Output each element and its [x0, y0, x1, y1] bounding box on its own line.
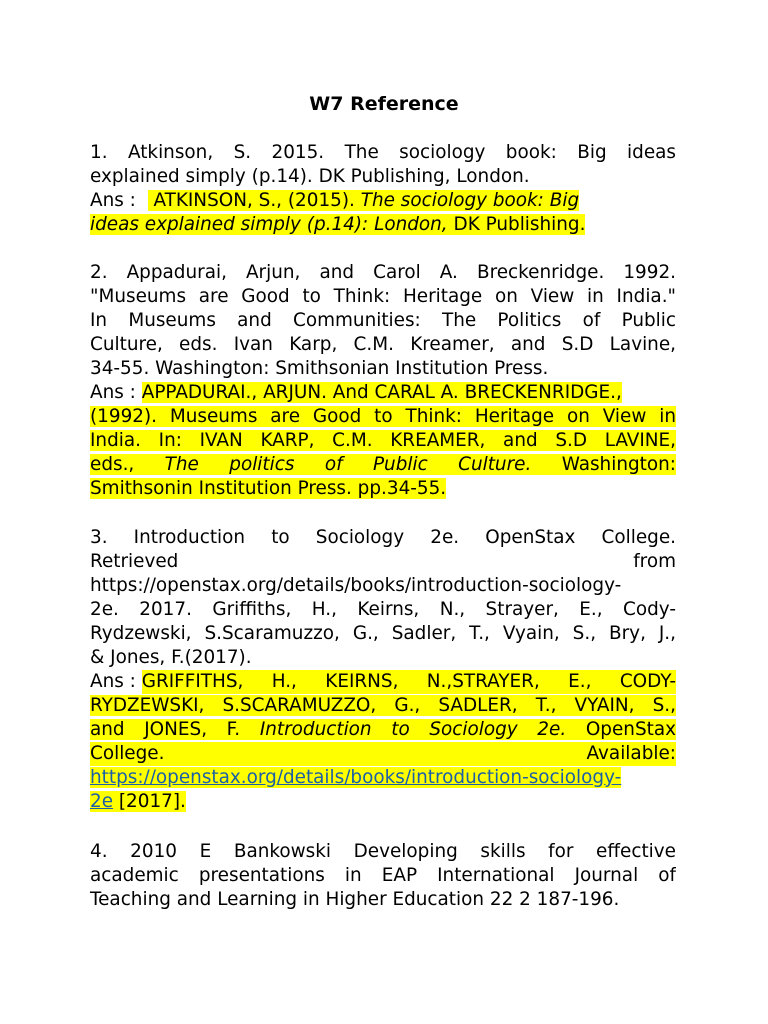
reference-2 — [90, 261, 676, 501]
reference-2-answer-line-4: eds., The politics of Public Culture. Washington: — [90, 454, 676, 475]
answer-highlight: GRIFFITHS, H., KEIRNS, N.,STRAYER, E., CODY- — [141, 671, 676, 692]
reference-2-answer-line-1 — [90, 381, 676, 405]
reference-1-answer-line-2 — [90, 213, 676, 237]
reference-3-answer-line-5 — [90, 766, 676, 790]
reference-3-line-1: 3. Introduction to Sociology 2e. OpenStax College. — [90, 527, 676, 548]
reference-1-line-1: 1. Atkinson, S. 2015. The sociology book: Big ideas — [90, 142, 676, 163]
answer-label: Ans : — [90, 671, 136, 692]
reference-1-line-2: explained simply (p.14). DK Publishing, London. — [90, 166, 530, 187]
document-title: W7 Reference — [309, 93, 459, 115]
reference-3-line-6: & Jones, F.(2017). — [90, 647, 252, 668]
reference-1-answer-line-1 — [90, 189, 676, 213]
reference-3-answer-line-2: RYDZEWSKI, S.SCARAMUZZO, G., SADLER, T., VYAIN, S., — [90, 695, 676, 716]
reference-2-answer-line-3: India. In: IVAN KARP, C.M. KREAMER, and S.D LAVINE, — [90, 430, 676, 451]
reference-3-answer-line-1 — [90, 670, 676, 694]
openstax-link[interactable]: https://openstax.org/details/books/introduction-sociology- — [90, 767, 622, 788]
answer-highlight: ideas explained simply (p.14): London, DK Publishing. — [90, 214, 586, 235]
reference-2-line-4: Culture, eds. Ivan Karp, C.M. Kreamer, and S.D Lavine, — [90, 334, 676, 355]
openstax-link-continued[interactable]: 2e — [90, 791, 114, 812]
answer-highlight: ATKINSON, S., (2015). The sociology book: Big — [148, 190, 580, 211]
reference-3-line-3: https://openstax.org/details/books/introduction-sociology- — [90, 575, 622, 596]
reference-4-line-1: 4. 2010 E Bankowski Developing skills for effective — [90, 841, 676, 862]
reference-3-answer-line-3: and JONES, F. Introduction to Sociology 2e. OpenStax — [90, 719, 676, 740]
reference-3-answer-line-6: 2e [2017]. — [90, 791, 186, 812]
reference-3-answer-line-4: College. Available: — [90, 743, 676, 764]
reference-1 — [90, 141, 676, 237]
reference-2-answer-line-5: Smithsonin Institution Press. pp.34-55. — [90, 478, 447, 499]
reference-2-answer-line-2: (1992). Museums are Good to Think: Heritage on View in — [90, 406, 676, 427]
reference-2-line-2: "Museums are Good to Think: Heritage on View in India." — [90, 286, 676, 307]
answer-label: Ans : — [90, 190, 136, 211]
reference-3-line-4: 2e. 2017. Griffiths, H., Keirns, N., Strayer, E., Cody- — [90, 599, 676, 620]
reference-4-line-3: Teaching and Learning in Higher Education 22 2 187-196. — [90, 889, 620, 910]
reference-2-line-1: 2. Appadurai, Arjun, and Carol A. Breckenridge. 1992. — [90, 262, 676, 283]
answer-label: Ans : — [90, 382, 136, 403]
reference-4 — [90, 840, 676, 912]
reference-2-line-5: 34-55. Washington: Smithsonian Institution Press. — [90, 358, 549, 379]
reference-2-line-3: In Museums and Communities: The Politics of Public — [90, 310, 676, 331]
reference-4-line-2: academic presentations in EAP International Journal of — [90, 865, 676, 886]
reference-3-line-5: Rydzewski, S.Scaramuzzo, G., Sadler, T., Vyain, S., Bry, J., — [90, 623, 676, 644]
answer-highlight: APPADURAI., ARJUN. And CARAL A. BRECKENRIDGE., — [141, 382, 622, 403]
reference-3-line-2: Retrieved from — [90, 551, 676, 572]
reference-3 — [90, 526, 676, 814]
